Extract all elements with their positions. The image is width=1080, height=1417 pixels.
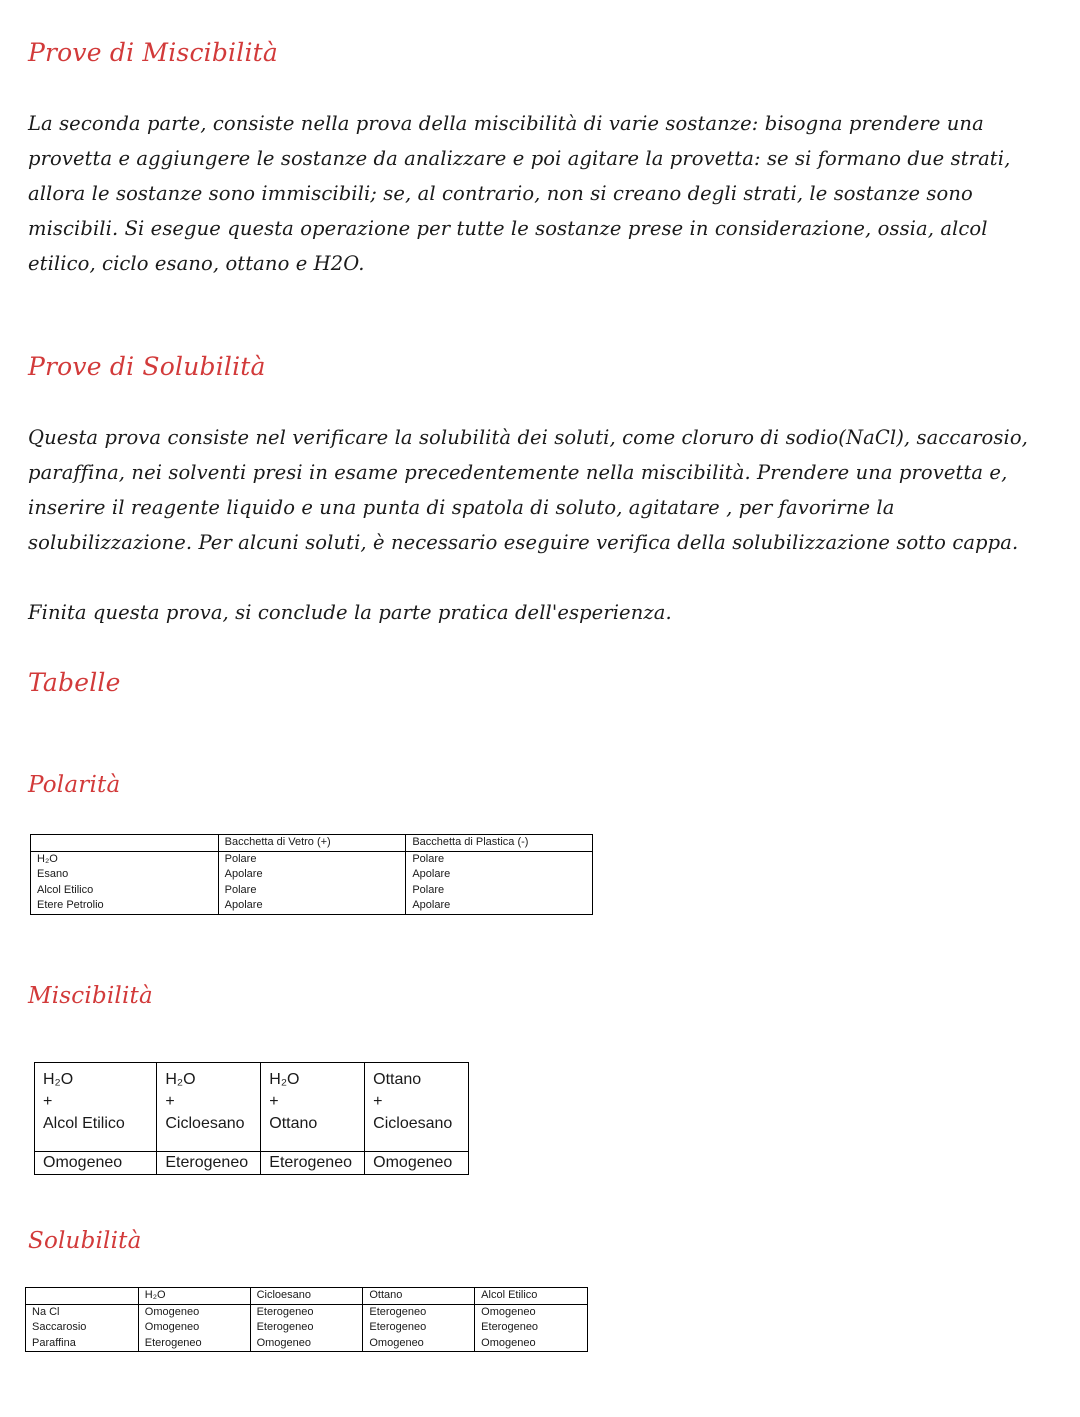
table-cell: Esano — [31, 867, 219, 883]
substance-a: Ottano — [373, 1071, 422, 1088]
table-cell: Omogeneo — [138, 1304, 250, 1320]
table-cell: H₂O — [31, 851, 219, 867]
table-cell: Omogeneo — [475, 1304, 588, 1320]
table-cell: Alcol Etilico — [31, 883, 219, 899]
result-cell: Omogeneo — [35, 1152, 157, 1175]
table-cell: Polare — [406, 851, 593, 867]
plus-sign: + — [165, 1093, 175, 1110]
table-cell: Eterogeneo — [363, 1304, 475, 1320]
table-cell: Omogeneo — [138, 1320, 250, 1336]
table-row — [35, 1152, 469, 1175]
result-cell: Eterogeneo — [261, 1152, 365, 1175]
table-cell: Eterogeneo — [250, 1304, 363, 1320]
miscibility-table — [34, 1062, 469, 1175]
table-cell: Eterogeneo — [475, 1320, 588, 1336]
table-row — [31, 898, 593, 914]
table-cell: Apolare — [406, 898, 593, 914]
table-cell: Eterogeneo — [138, 1336, 250, 1352]
table-cell: Polare — [218, 883, 406, 899]
solubility-heading: Prove di Solubilità — [28, 352, 266, 381]
substance-b: Cicloesano — [373, 1115, 453, 1132]
substance-b: Cicloesano — [165, 1115, 245, 1132]
table-cell — [35, 1063, 157, 1152]
table-cell: Paraffina — [26, 1336, 139, 1352]
table-cell: Eterogeneo — [363, 1320, 475, 1336]
table-row — [26, 1336, 588, 1352]
conclusion-paragraph: Finita questa prova, si conclude la parte pratica dell'esperienza. — [28, 601, 672, 624]
table-header-row — [26, 1288, 588, 1305]
miscibility-table-heading: Miscibilità — [28, 983, 153, 1009]
table-row — [31, 851, 593, 867]
table-cell: Apolare — [218, 867, 406, 883]
table-cell: Polare — [218, 851, 406, 867]
miscibility-paragraph: La seconda parte, consiste nella prova della miscibilità di varie sostanze: bisogna prendere una provetta e aggiungere le sostanze da analizzare e poi agitare la provetta: se si formano due strati, allora le sostanze sono immiscibili; se, al contrario, non si creano degli strati, le sostanze sono miscibili. Si esegue questa operazione per tutte le sostanze prese in considerazione, ossia, alcol etilico, ciclo esano, ottano e H2O. — [28, 112, 1011, 275]
substance-a: H₂O — [269, 1071, 300, 1088]
polarity-table — [30, 834, 593, 915]
table-cell: Etere Petrolio — [31, 898, 219, 914]
solubility-table-heading: Solubilità — [28, 1228, 142, 1254]
substance-b: Alcol Etilico — [43, 1115, 125, 1132]
table-cell: Saccarosio — [26, 1320, 139, 1336]
table-row — [26, 1320, 588, 1336]
table-cell: Omogeneo — [475, 1336, 588, 1352]
table-header-cell — [26, 1288, 139, 1305]
plus-sign: + — [373, 1093, 383, 1110]
result-cell: Eterogeneo — [157, 1152, 261, 1175]
table-header-cell: Alcol Etilico — [475, 1288, 588, 1305]
table-header-cell: Cicloesano — [250, 1288, 363, 1305]
table-row — [35, 1063, 469, 1152]
table-cell — [157, 1063, 261, 1152]
table-header-cell: Bacchetta di Plastica (-) — [406, 835, 593, 852]
table-cell: Apolare — [218, 898, 406, 914]
table-cell: Na Cl — [26, 1304, 139, 1320]
plus-sign: + — [43, 1093, 53, 1110]
tables-heading: Tabelle — [28, 668, 121, 697]
result-cell: Omogeneo — [365, 1152, 469, 1175]
table-header-cell: Ottano — [363, 1288, 475, 1305]
table-row — [31, 883, 593, 899]
table-header-cell: H₂O — [138, 1288, 250, 1305]
table-header-row — [31, 835, 593, 852]
table-cell — [365, 1063, 469, 1152]
table-cell: Omogeneo — [363, 1336, 475, 1352]
table-cell — [261, 1063, 365, 1152]
substance-a: H₂O — [165, 1071, 196, 1088]
plus-sign: + — [269, 1093, 279, 1110]
table-row — [26, 1304, 588, 1320]
substance-a: H₂O — [43, 1071, 74, 1088]
table-cell: Eterogeneo — [250, 1320, 363, 1336]
table-cell: Polare — [406, 883, 593, 899]
polarity-heading: Polarità — [28, 772, 121, 798]
table-cell: Omogeneo — [250, 1336, 363, 1352]
miscibility-heading: Prove di Miscibilità — [28, 38, 278, 67]
table-cell: Apolare — [406, 867, 593, 883]
solubility-table — [25, 1287, 588, 1352]
table-row — [31, 867, 593, 883]
solubility-paragraph: Questa prova consiste nel verificare la solubilità dei soluti, come cloruro di sodio(NaCl), saccarosio, paraffina, nei solventi presi in esame precedentemente nella miscibilità. Prendere una provetta e, inserire il reagente liquido e una punta di spatola di soluto, agitatare , per favorirne la solubilizzazione. Per alcuni soluti, è necessario eseguire verifica della solubilizzazione sotto cappa. — [28, 426, 1028, 554]
substance-b: Ottano — [269, 1115, 318, 1132]
table-header-cell: Bacchetta di Vetro (+) — [218, 835, 406, 852]
table-header-cell — [31, 835, 219, 852]
